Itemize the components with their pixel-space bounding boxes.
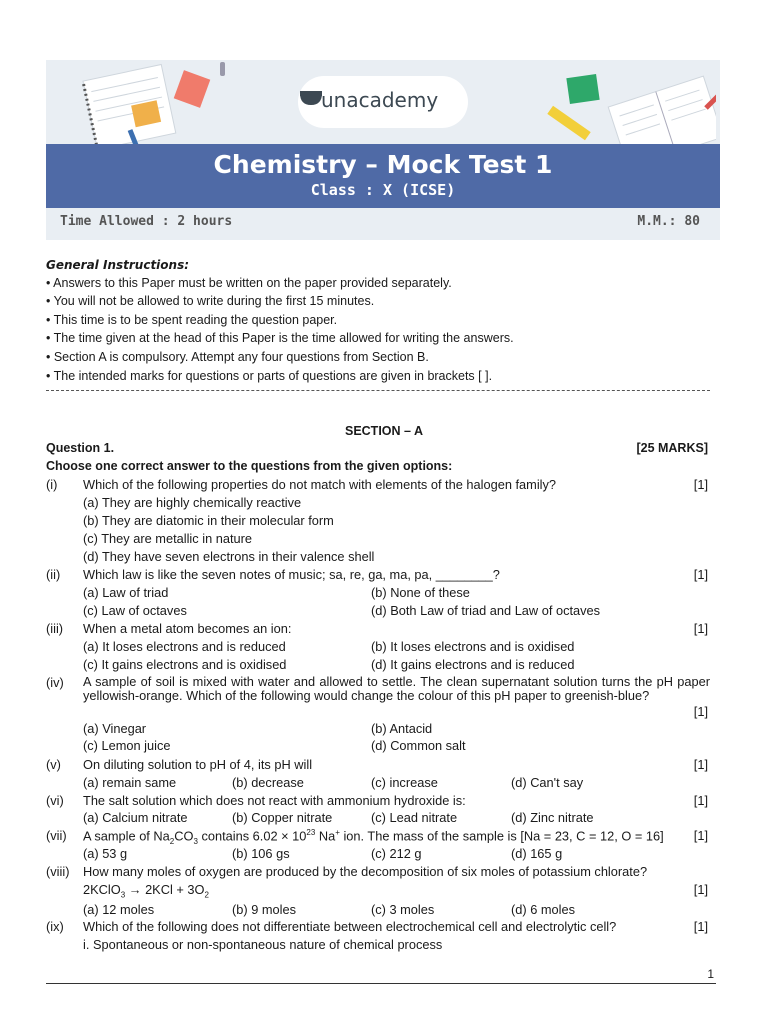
- page-title: Chemistry – Mock Test 1: [213, 150, 553, 179]
- option: (b) It loses electrons and is oxidised: [371, 639, 575, 654]
- option: (a) Calcium nitrate: [83, 810, 188, 825]
- equation-part: 2KClO: [83, 882, 121, 897]
- option: (d) Zinc nitrate: [511, 810, 594, 825]
- question-mark: [1]: [693, 621, 708, 636]
- formula-sup: 23: [306, 828, 316, 837]
- question-text: [83, 828, 664, 846]
- option: (d) Can't say: [511, 775, 584, 790]
- question-number: (iii): [46, 621, 64, 636]
- question-direction: Choose one correct answer to the questions from the given options:: [46, 459, 453, 473]
- equation-part: → 2KCl + 3O: [125, 882, 205, 897]
- option: (c) 212 g: [371, 846, 422, 861]
- max-marks: M.M.: 80: [637, 214, 700, 229]
- question-number: (v): [46, 757, 61, 772]
- question-number: (vii): [46, 828, 67, 843]
- time-allowed: Time Allowed : 2 hours: [60, 214, 233, 229]
- question-heading: Question 1.: [46, 441, 115, 455]
- option: (c) Lead nitrate: [371, 810, 458, 825]
- divider: [46, 390, 710, 391]
- option: (d) Both Law of triad and Law of octaves: [371, 603, 601, 618]
- section-title: SECTION – A: [344, 424, 424, 438]
- question-text: Which law is like the seven notes of music; sa, re, ga, ma, pa, ________?: [83, 567, 500, 582]
- formula-part: CO: [174, 828, 194, 844]
- option: (c) 3 moles: [371, 902, 435, 917]
- equation: [83, 882, 209, 900]
- option: (d) 6 moles: [511, 902, 576, 917]
- question-text: On diluting solution to pH of 4, its pH will: [83, 757, 313, 772]
- option: (a) They are highly chemically reactive: [83, 495, 302, 510]
- question-text: Which of the following properties do not match with elements of the halogen family?: [83, 477, 557, 492]
- class-subtitle: Class : X (ICSE): [310, 181, 456, 199]
- option: (c) Lemon juice: [83, 738, 171, 753]
- equation-sub: 2: [204, 890, 209, 900]
- instruction-item: • Answers to this Paper must be written on the paper provided separately.: [46, 276, 452, 290]
- instruction-item: • This time is to be spent reading the question paper.: [46, 313, 338, 327]
- notebook-illustration: [70, 60, 240, 150]
- question-number: (ix): [46, 919, 64, 934]
- page-number: 1: [707, 967, 714, 981]
- formula-part: ion. The mass of the sample is [Na = 23, C = 12, O = 16]: [339, 828, 664, 844]
- option: (d) It gains electrons and is reduced: [371, 657, 575, 672]
- option: (c) Law of octaves: [83, 603, 187, 618]
- option: (b) decrease: [232, 775, 304, 790]
- option: (b) Antacid: [371, 721, 433, 736]
- question-number: (ii): [46, 567, 61, 582]
- footer-rule: [46, 983, 716, 984]
- question-text: A sample of soil is mixed with water and allowed to settle. The clean supernatant solution turns the pH paper yellowish-orange. Which of the following would change the colour of this pH paper to greenish-blue?: [83, 674, 710, 703]
- option: (a) Vinegar: [83, 721, 147, 736]
- formula-part: contains 6.02 × 10: [197, 828, 307, 844]
- option: (c) increase: [371, 775, 438, 790]
- option: (d) 165 g: [511, 846, 563, 861]
- option: i. Spontaneous or non-spontaneous nature of chemical process: [83, 937, 443, 952]
- option: (d) Common salt: [371, 738, 466, 753]
- option: (b) None of these: [371, 585, 470, 600]
- formula-sup: +: [335, 828, 340, 837]
- option: (b) They are diatomic in their molecular form: [83, 513, 334, 528]
- header-banner: [46, 60, 720, 240]
- option: (a) remain same: [83, 775, 177, 790]
- question-mark: [1]: [693, 704, 708, 719]
- question-number: (iv): [46, 675, 64, 690]
- unacademy-logo-icon: [300, 91, 322, 107]
- formula-part: Na: [315, 828, 336, 844]
- option: (c) It gains electrons and is oxidised: [83, 657, 287, 672]
- formula-sub: 2: [169, 836, 175, 846]
- question-number: (vi): [46, 793, 64, 808]
- option: (a) It loses electrons and is reduced: [83, 639, 286, 654]
- option: (b) Copper nitrate: [232, 810, 333, 825]
- question-text: Which of the following does not differentiate between electrochemical cell and electrolytic cell?: [83, 919, 617, 934]
- equation-sub: 3: [120, 890, 126, 900]
- option: (d) They have seven electrons in their valence shell: [83, 549, 375, 564]
- question-number: (i): [46, 477, 58, 492]
- option: (b) 106 gs: [232, 846, 290, 861]
- question-mark: [1]: [693, 757, 708, 772]
- formula-part: A sample of Na: [83, 828, 170, 844]
- instruction-item: • The intended marks for questions or parts of questions are given in brackets [ ].: [46, 369, 493, 383]
- option: (a) Law of triad: [83, 585, 169, 600]
- option: (a) 12 moles: [83, 902, 155, 917]
- question-number: (viii): [46, 864, 70, 879]
- question-mark: [1]: [693, 477, 708, 492]
- question-mark: [1]: [693, 793, 708, 808]
- instruction-item: • You will not be allowed to write during the first 15 minutes.: [46, 294, 375, 308]
- question-text: How many moles of oxygen are produced by the decomposition of six moles of potassium chlorate?: [83, 864, 648, 879]
- brand-name: unacademy: [321, 88, 439, 112]
- instructions-heading: General Instructions:: [46, 258, 190, 272]
- option: (a) 53 g: [83, 846, 128, 861]
- question-marks: [25 MARKS]: [636, 441, 708, 455]
- question-mark: [1]: [693, 828, 708, 843]
- question-mark: [1]: [693, 882, 708, 897]
- question-text: When a metal atom becomes an ion:: [83, 621, 292, 636]
- instruction-item: • The time given at the head of this Paper is the time allowed for writing the answers.: [46, 331, 514, 345]
- question-text: The salt solution which does not react with ammonium hydroxide is:: [83, 793, 466, 808]
- formula-sub: 3: [193, 836, 198, 846]
- option: (b) 9 moles: [232, 902, 297, 917]
- option: (c) They are metallic in nature: [83, 531, 253, 546]
- question-mark: [1]: [693, 919, 708, 934]
- question-mark: [1]: [693, 567, 708, 582]
- instruction-item: • Section A is compulsory. Attempt any four questions from Section B.: [46, 350, 429, 364]
